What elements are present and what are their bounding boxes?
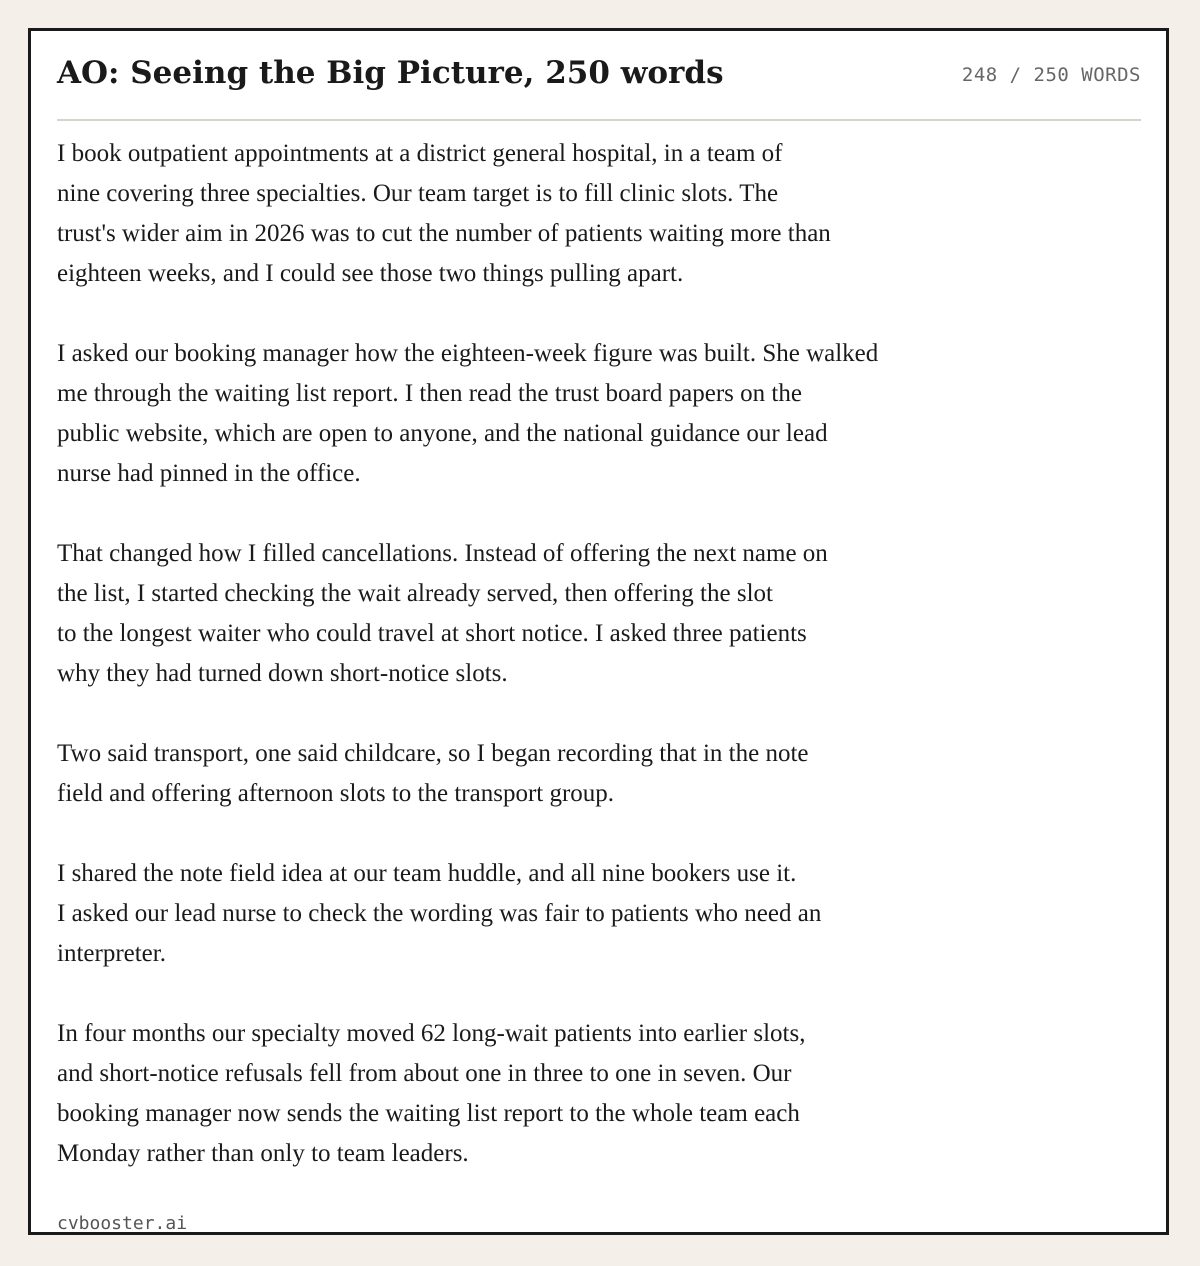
- paragraph: [57, 134, 1057, 294]
- text-line: eighteen weeks, and I could see those two things pulling apart.: [57, 260, 684, 287]
- text-line: and short-notice refusals fell from about one in three to one in seven. Our: [57, 1060, 792, 1087]
- paragraph: [57, 334, 1057, 494]
- word-count-badge: 248 / 250 WORDS: [961, 64, 1141, 86]
- answer-body: [57, 134, 1057, 1174]
- text-line: I asked our lead nurse to check the wording was fair to patients who need an: [57, 900, 822, 927]
- text-line: public website, which are open to anyone, and the national guidance our lead: [57, 420, 828, 447]
- text-line: nine covering three specialties. Our team target is to fill clinic slots. The: [57, 180, 779, 207]
- paragraph: [57, 854, 1057, 974]
- text-line: trust's wider aim in 2026 was to cut the number of patients waiting more than: [57, 220, 831, 247]
- footer-watermark: cvbooster.ai: [57, 1213, 188, 1234]
- text-line: field and offering afternoon slots to the transport group.: [57, 780, 615, 807]
- text-line: I book outpatient appointments at a district general hospital, in a team of: [57, 140, 783, 167]
- paragraph: [57, 1014, 1057, 1174]
- text-line: I shared the note field idea at our team huddle, and all nine bookers use it.: [57, 860, 797, 887]
- text-line: to the longest waiter who could travel at short notice. I asked three patients: [57, 620, 807, 647]
- text-line: why they had turned down short-notice slots.: [57, 660, 508, 687]
- answer-card: [28, 28, 1169, 1235]
- text-line: In four months our specialty moved 62 long-wait patients into earlier slots,: [57, 1020, 806, 1047]
- text-line: That changed how I filled cancellations. Instead of offering the next name on: [57, 540, 828, 567]
- text-line: me through the waiting list report. I then read the trust board papers on the: [57, 380, 802, 407]
- text-line: booking manager now sends the waiting list report to the whole team each: [57, 1100, 800, 1127]
- paragraph: [57, 534, 1057, 694]
- paragraph: [57, 734, 1057, 814]
- text-line: Monday rather than only to team leaders.: [57, 1140, 469, 1167]
- card-header: [57, 31, 1141, 121]
- text-line: the list, I started checking the wait already served, then offering the slot: [57, 580, 773, 607]
- text-line: I asked our booking manager how the eighteen-week figure was built. She walked: [57, 340, 879, 367]
- text-line: Two said transport, one said childcare, so I began recording that in the note: [57, 740, 809, 767]
- text-line: interpreter.: [57, 940, 166, 967]
- document-title: AO: Seeing the Big Picture, 250 words: [57, 55, 724, 91]
- text-line: nurse had pinned in the office.: [57, 460, 361, 487]
